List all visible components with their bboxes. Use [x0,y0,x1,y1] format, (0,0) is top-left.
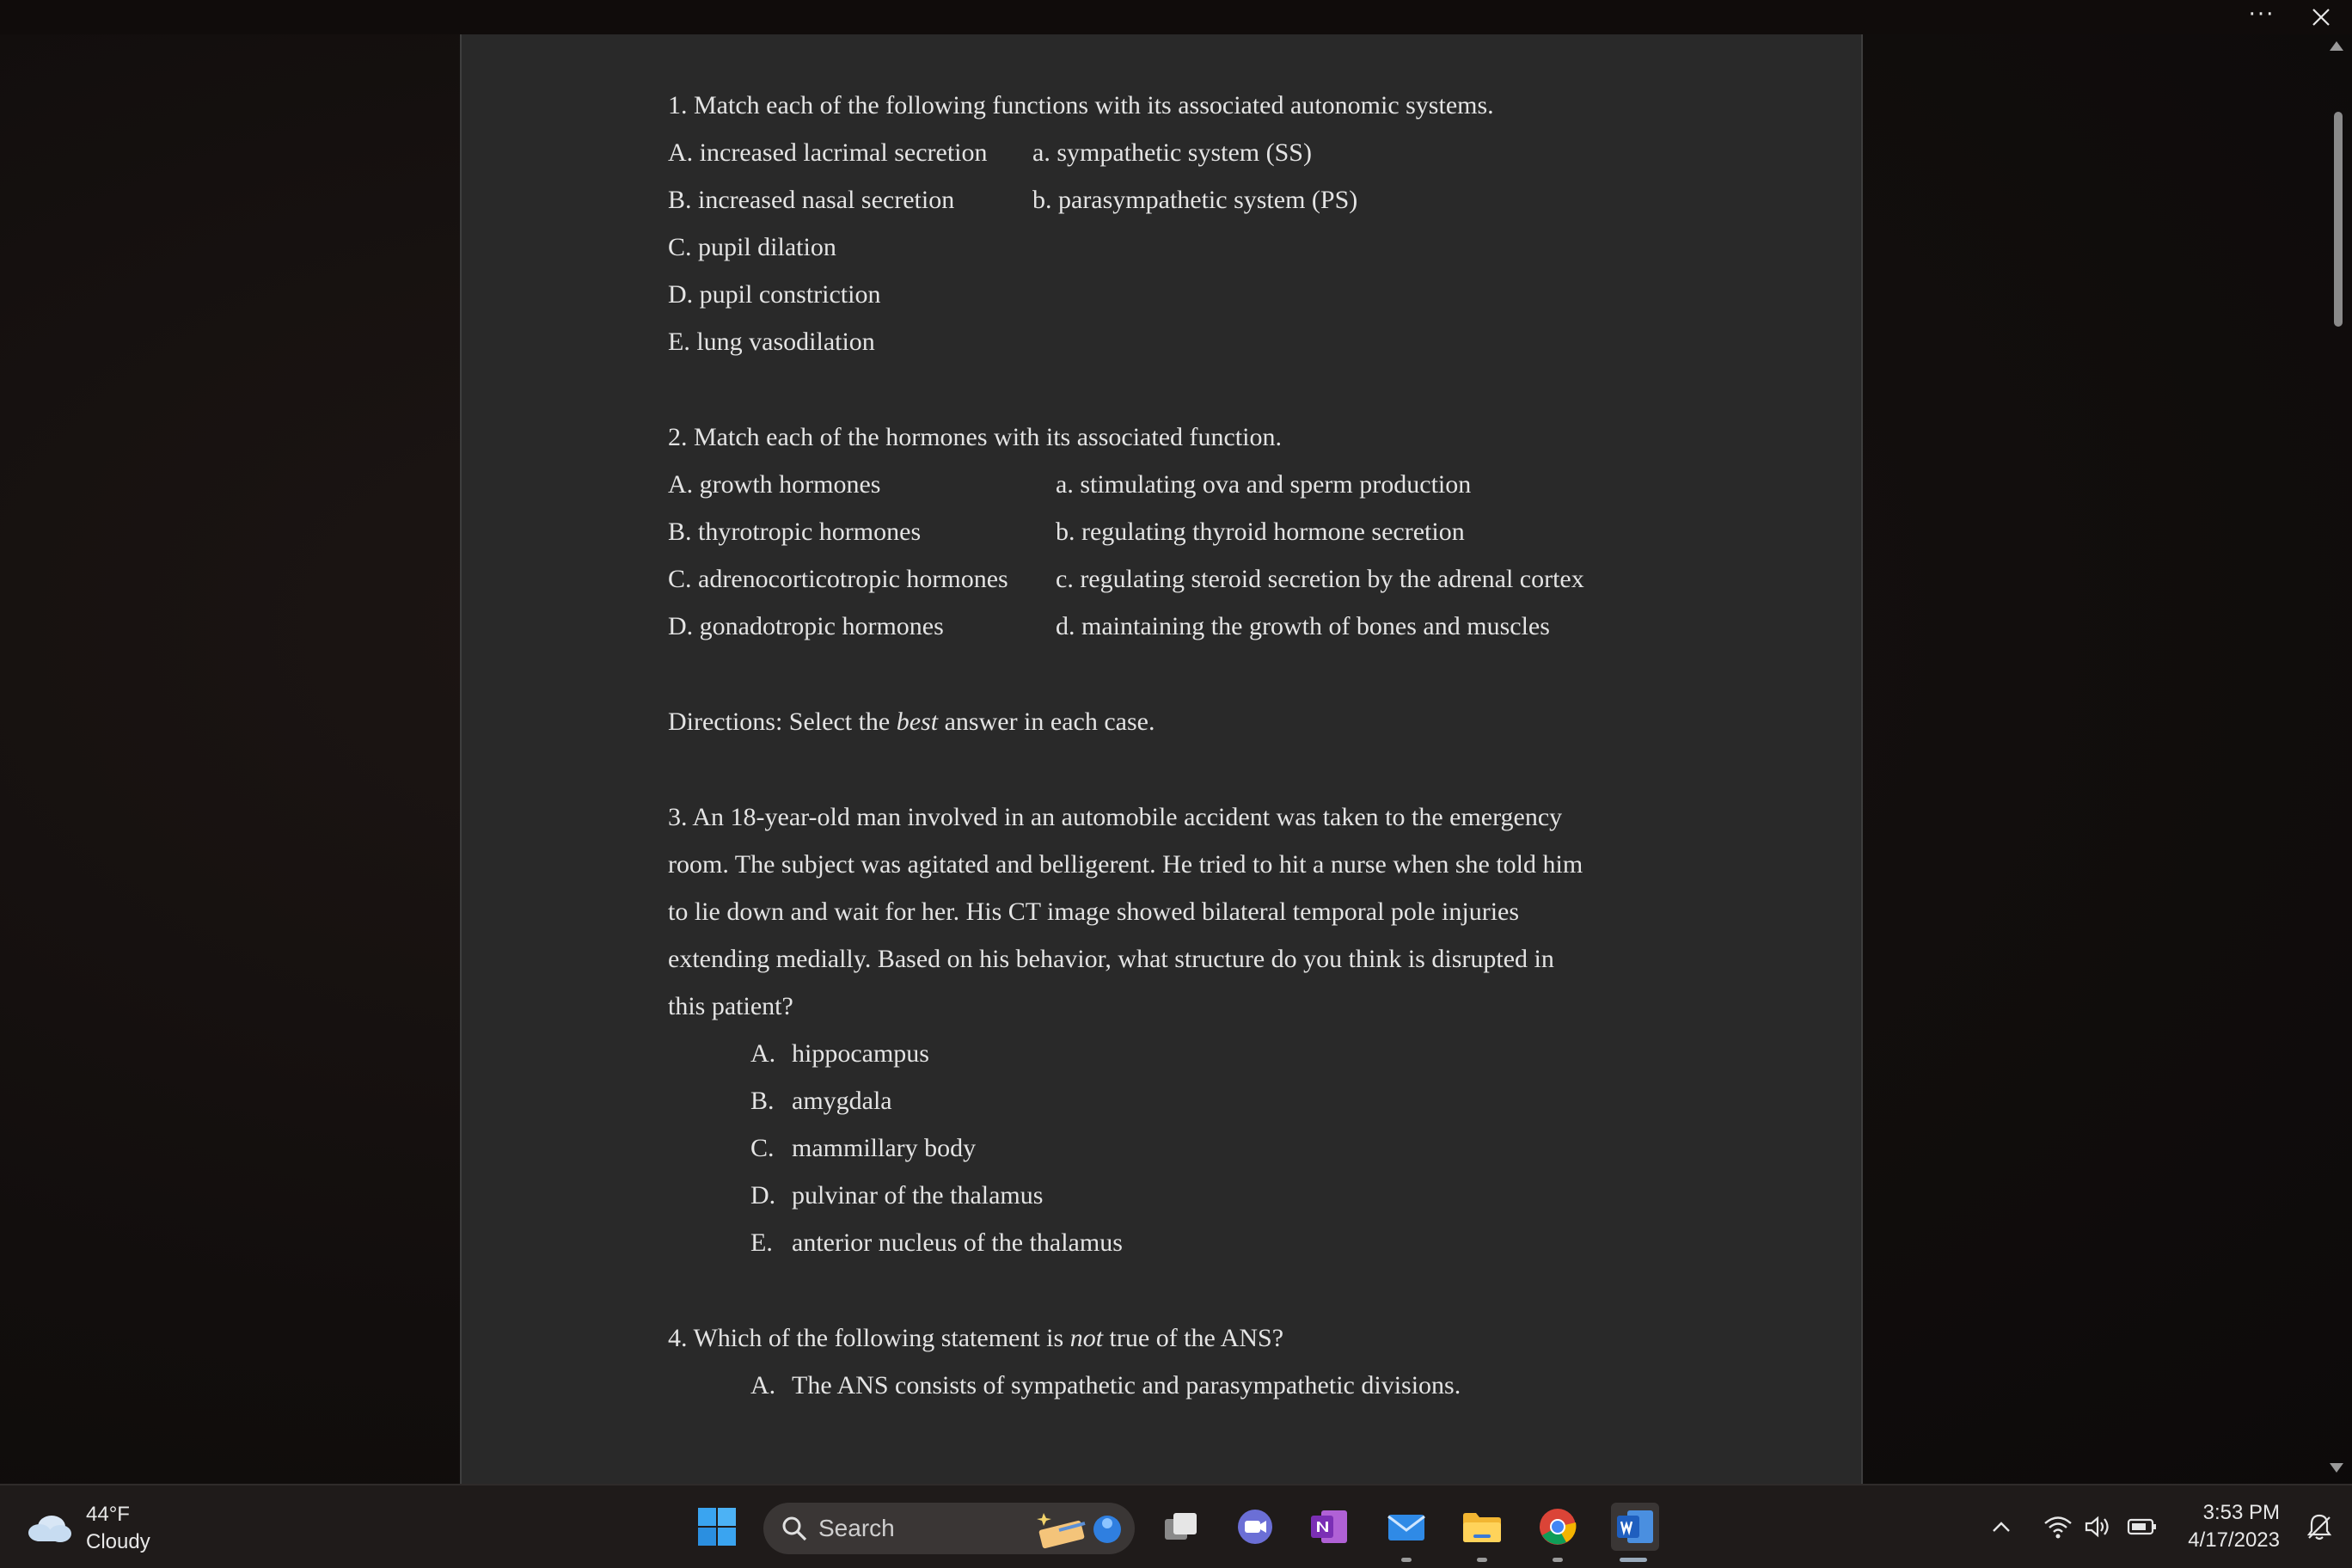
more-options-button[interactable]: ··· [2248,2,2275,28]
mail-button[interactable] [1384,1504,1429,1549]
q3-choice-letter: D. [750,1181,776,1210]
q1-item-b: B. increased nasal secretion [668,186,955,214]
chrome-running-indicator [1553,1558,1563,1562]
q3-choice-text: hippocampus [792,1039,929,1068]
scroll-up-arrow[interactable] [2330,41,2343,51]
q2-option-b: b. regulating thyroid hormone secretion [1056,518,1465,546]
chrome-icon [1538,1507,1577,1547]
word-button[interactable] [1611,1503,1659,1551]
q3-choice-text: anterior nucleus of the thalamus [792,1228,1123,1257]
scroll-down-arrow[interactable] [2330,1463,2343,1473]
question-2-prompt: 2. Match each of the hormones with its associated function. [668,423,1282,451]
network-button[interactable] [2041,1504,2075,1549]
taskbar-search-box[interactable] [763,1503,1135,1554]
weather-temperature: 44°F [86,1503,130,1526]
onenote-icon [1309,1507,1349,1547]
q3-stem-line: to lie down and wait for her. His CT image showed bilateral temporal pole injuries [668,897,1520,926]
word-icon [1615,1507,1655,1547]
q2-option-c: c. regulating steroid secretion by the adrenal cortex [1056,565,1584,593]
file-explorer-icon [1461,1509,1503,1545]
q1-item-a: A. increased lacrimal secretion [668,138,988,167]
q3-choice-letter: A. [750,1039,776,1068]
q1-option-a: a. sympathetic system (SS) [1032,138,1312,167]
volume-icon [2084,1515,2111,1539]
word-active-indicator [1620,1558,1647,1562]
teams-button[interactable] [1233,1504,1277,1549]
q3-choice-text: pulvinar of the thalamus [792,1181,1044,1210]
directions-text-end: answer in each case. [938,707,1155,736]
taskbar-clock[interactable] [2188,1499,2280,1554]
clock-date: 4/17/2023 [2188,1528,2280,1552]
q3-stem-line: 3. An 18-year-old man involved in an automobile accident was taken to the emergency [668,803,1563,831]
q3-choice-letter: C. [750,1134,775,1162]
close-icon [2311,7,2331,28]
question-4-prompt [668,1321,1283,1356]
q4-text-start: 4. Which of the following statement is [668,1324,1070,1352]
q2-item-c: C. adrenocorticotropic hormones [668,565,1008,593]
q3-choice-letter: E. [750,1228,773,1257]
search-label: Search [818,1515,895,1541]
directions [668,705,1155,739]
teams-icon [1236,1508,1274,1546]
q3-stem-line: room. The subject was agitated and belligerent. He tried to hit a nurse when she told him [668,850,1583,879]
document-page[interactable] [460,34,1863,1484]
q2-item-b: B. thyrotropic hormones [668,518,922,546]
q3-choice-letter: B. [750,1087,775,1115]
volume-button[interactable] [2080,1504,2115,1549]
q4-choice-letter: A. [750,1371,776,1400]
q2-option-d: d. maintaining the growth of bones and muscles [1056,612,1550,640]
search-icon [781,1515,808,1542]
q1-item-d: D. pupil constriction [668,280,881,309]
weather-widget[interactable] [26,1501,150,1556]
q4-text-end: true of the ANS? [1103,1324,1284,1352]
file-explorer-running-indicator [1477,1558,1487,1562]
notification-button[interactable] [2300,1504,2338,1549]
taskbar [0,1484,2352,1568]
close-button[interactable] [2297,0,2345,34]
onenote-button[interactable] [1307,1504,1351,1549]
q1-item-c: C. pupil dilation [668,233,836,261]
q3-choice-text: amygdala [792,1087,892,1115]
q2-item-a: A. growth hormones [668,470,881,499]
q2-item-d: D. gonadotropic hormones [668,612,944,640]
start-button[interactable] [695,1504,739,1549]
mail-running-indicator [1401,1558,1412,1562]
q3-stem-line: this patient? [668,992,793,1020]
window-title-bar [0,0,2352,34]
question-1-prompt: 1. Match each of the following functions with its associated autonomic systems. [668,91,1494,119]
battery-button[interactable] [2123,1504,2161,1549]
scroll-thumb[interactable] [2334,112,2343,327]
cloud-icon [26,1511,74,1546]
task-view-icon [1163,1510,1199,1543]
q1-item-e: E. lung vasodilation [668,328,875,356]
search-highlight-icon [1033,1506,1128,1551]
notification-icon [2306,1513,2332,1540]
q2-option-a: a. stimulating ova and sperm production [1056,470,1472,499]
battery-icon [2127,1517,2158,1536]
directions-emphasis: best [896,707,939,736]
q3-stem-line: extending medially. Based on his behavior, what structure do you think is disrupted in [668,945,1554,973]
mail-icon [1387,1510,1426,1544]
start-icon [697,1507,737,1547]
task-view-button[interactable] [1159,1504,1204,1549]
q4-choice-text: The ANS consists of sympathetic and parasympathetic divisions. [792,1371,1461,1400]
chrome-button[interactable] [1535,1504,1580,1549]
show-hidden-icons-button[interactable] [1986,1504,2017,1549]
file-explorer-button[interactable] [1460,1504,1504,1549]
chevron-up-icon [1991,1520,2012,1534]
weather-condition: Cloudy [86,1530,150,1553]
wifi-icon [2043,1515,2073,1539]
q1-option-b: b. parasympathetic system (PS) [1032,186,1358,214]
directions-text-start: Directions: Select the [668,707,897,736]
q3-choice-text: mammillary body [792,1134,977,1162]
clock-time: 3:53 PM [2202,1501,2280,1524]
q4-emphasis: not [1069,1324,1104,1352]
